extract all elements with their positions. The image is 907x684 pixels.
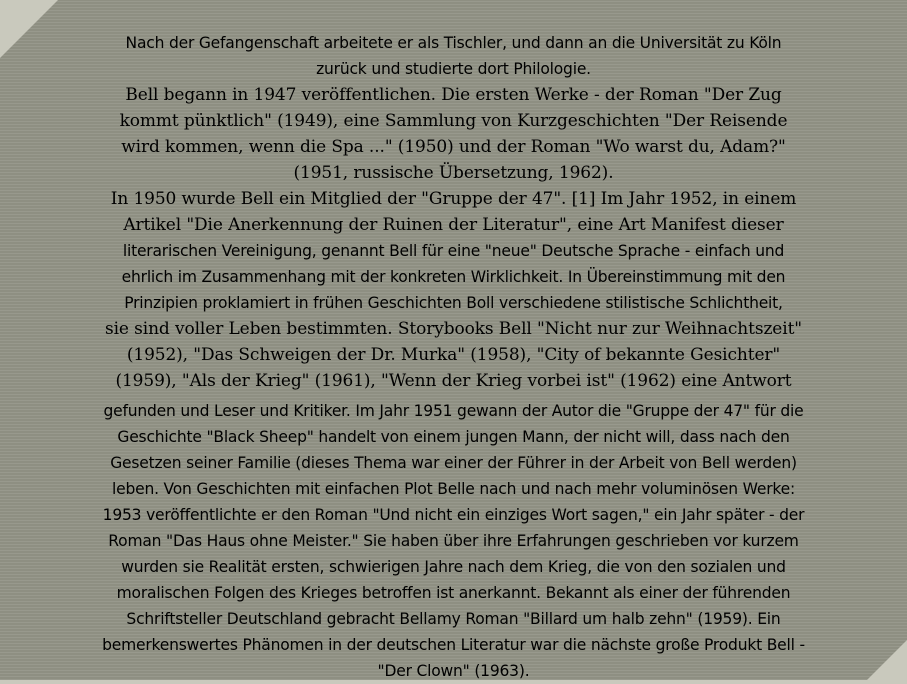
text-line: Bell begann in 1947 veröffentlichen. Die ersten Werke - der Roman "Der Zug [125,85,782,105]
text-line: gefunden und Leser und Kritiker. Im Jahr 1951 gewann der Autor die "Gruppe der 47" für die [103,402,804,420]
text-line: (1952), "Das Schweigen der Dr. Murka" (1958), "City of bekannte Gesichter" [126,345,781,365]
text-line: zurück und studierte dort Philologie. [316,60,591,78]
text-line: Schriftsteller Deutschland gebracht Bellamy Roman "Billard um halb zehn" (1959). Ein [126,610,781,628]
text-line: literarischen Vereinigung, genannt Bell für eine "neue" Deutsche Sprache - einfach und [122,242,785,260]
text-line: bemerkenswertes Phänomen in der deutschen Literatur war die nächste große Produkt Bell - [102,636,805,654]
text-line: sie sind voller Leben bestimmten. Storybooks Bell "Nicht nur zur Weihnachtszeit" [105,319,802,339]
text-line: ehrlich im Zusammenhang mit der konkreten Wirklichkeit. In Übereinstimmung mit den [121,268,786,286]
text-line: Artikel "Die Anerkennung der Ruinen der Literatur", eine Art Manifest dieser [123,215,784,235]
text-line: 1953 veröffentlichte er den Roman "Und nicht ein einziges Wort sagen," ein Jahr später - der [102,506,805,524]
text-line: Roman "Das Haus ohne Meister." Sie haben über ihre Erfahrungen geschrieben vor kurzem [108,532,799,550]
text-line: Nach der Gefangenschaft arbeitete er als Tischler, und dann an die Universität zu Köln [125,34,782,52]
text-line: "Der Clown" (1963). [377,662,530,680]
text-line: Gesetzen seiner Familie (dieses Thema war einer der Führer in der Arbeit von Bell werden) [110,454,797,472]
text-line: wird kommen, wenn die Spa ..." (1950) und der Roman "Wo warst du, Adam?" [121,137,786,157]
text-line: kommt pünktlich" (1949), eine Sammlung von Kurzgeschichten "Der Reisende [119,111,788,131]
text-line: (1959), "Als der Krieg" (1961), "Wenn der Krieg vorbei ist" (1962) eine Antwort [115,371,792,391]
text-line: wurden sie Realität ersten, schwierigen Jahre nach dem Krieg, die von den sozialen und [121,558,786,576]
text-line: Prinzipien proklamiert in frühen Geschichten Boll verschiedene stilistische Schlichtheit, [124,294,783,312]
text-line: leben. Von Geschichten mit einfachen Plot Belle nach und nach mehr voluminösen Werke: [112,480,795,498]
text-line: Geschichte "Black Sheep" handelt von einem jungen Mann, der nicht will, dass nach den [117,428,790,446]
text-line: (1951, russische Übersetzung, 1962). [293,163,614,183]
text-line: In 1950 wurde Bell ein Mitglied der "Gruppe der 47". [1] Im Jahr 1952, in einem [110,189,797,209]
text-line: moralischen Folgen des Krieges betroffen ist anerkannt. Bekannt als einer der führenden [116,584,791,602]
